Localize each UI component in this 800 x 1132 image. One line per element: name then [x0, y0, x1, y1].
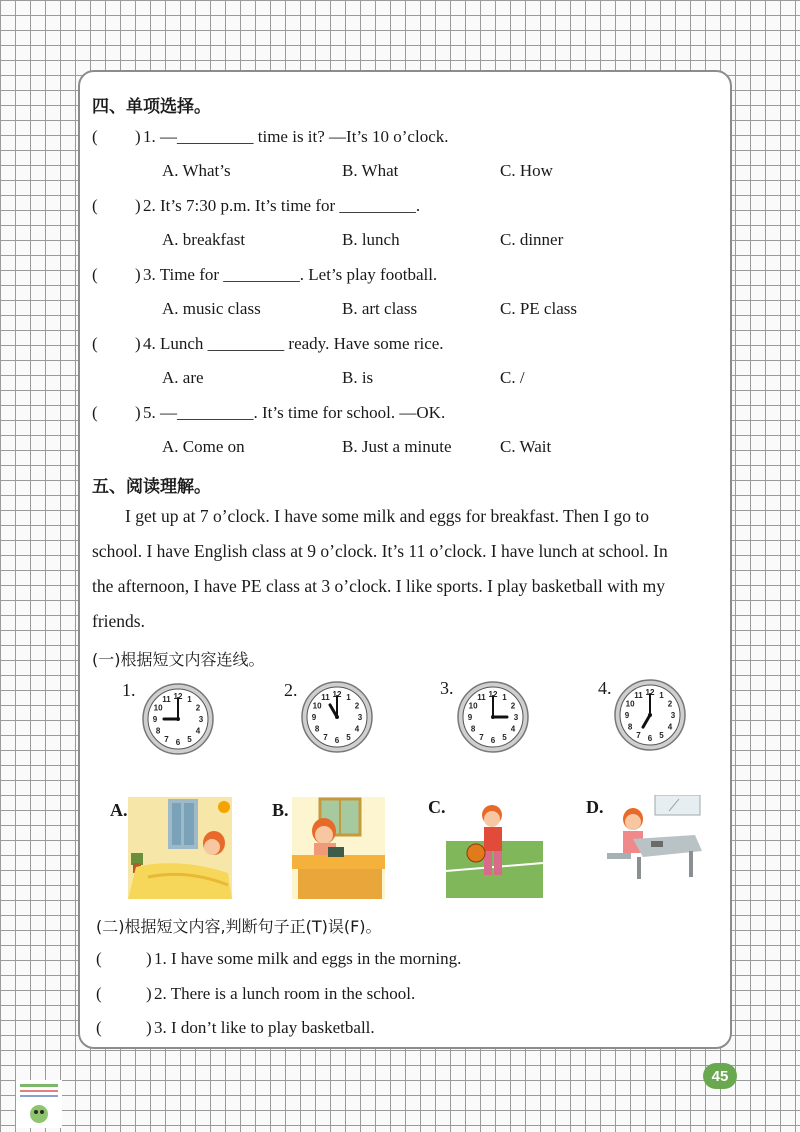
clock-numeral: 9	[624, 711, 630, 720]
question-3-option-c: C. PE class	[500, 299, 577, 318]
clock-numeral: 12	[173, 692, 183, 701]
question-2-option-a: A. breakfast	[162, 230, 246, 249]
question-1-stem: 1. —_________ time is it? —It’s 10 o’clock.	[143, 127, 449, 146]
picture-d-eating	[603, 795, 702, 880]
question-3-stem: 3. Time for _________. Let’s play football.	[143, 265, 438, 284]
answer-paren-open: (	[92, 265, 98, 284]
clock-numeral: 1	[346, 693, 351, 703]
passage-line-1: I get up at 7 o’clock. I have some milk and eggs for breakfast. Then I go to	[125, 506, 650, 526]
clock-1-label: 1.	[122, 680, 136, 700]
answer-paren-open: (	[92, 196, 98, 215]
answer-paren-close: )	[135, 127, 141, 146]
tf-paren-close: )	[146, 949, 152, 968]
clock-4-label: 4.	[598, 678, 612, 698]
picture-b-phone	[292, 797, 385, 899]
tf-statement-1: 1. I have some milk and eggs in the morning.	[154, 949, 462, 968]
answer-paren-close: )	[135, 196, 141, 215]
tf-paren-close: )	[146, 1018, 152, 1037]
clock-numeral: 2	[510, 701, 516, 711]
clock-numeral: 9	[467, 713, 473, 722]
question-5-stem: 5. —_________. It’s time for school. —OK.	[143, 403, 446, 422]
clock-numeral: 2	[667, 699, 673, 709]
clock-3-label: 3.	[440, 678, 454, 698]
clock-numeral: 6	[175, 738, 181, 747]
picture-a-wake-up	[128, 797, 232, 899]
clock-numeral: 1	[187, 695, 192, 705]
clock-numeral: 3	[513, 713, 519, 722]
clock-numeral: 12	[332, 690, 342, 699]
clock-numeral: 4	[510, 724, 516, 734]
clock-numeral: 5	[659, 730, 664, 740]
clock-center	[176, 717, 180, 721]
question-1-option-c: C. How	[500, 161, 553, 180]
question-5-option-a: A. Come on	[162, 437, 245, 456]
clock-numeral: 8	[155, 726, 161, 736]
clock-numeral: 2	[195, 703, 201, 713]
clock-numeral: 4	[195, 726, 201, 736]
question-4-stem: 4. Lunch _________ ready. Have some rice.	[143, 334, 444, 353]
clock-numeral: 10	[153, 703, 163, 713]
clock-numeral: 10	[312, 701, 322, 711]
clock-numeral: 9	[152, 715, 158, 724]
passage-line-3: the afternoon, I have PE class at 3 o’clock. I like sports. I play basketball with my	[92, 576, 665, 596]
clock-numeral: 5	[187, 734, 192, 744]
answer-paren-close: )	[135, 334, 141, 353]
clock-numeral: 11	[321, 693, 330, 703]
question-4-option-a: A. are	[162, 368, 204, 387]
answer-paren-open: (	[92, 403, 98, 422]
question-4-option-c: C. /	[500, 368, 525, 387]
clock-numeral: 11	[162, 695, 171, 705]
question-2-stem: 2. It’s 7:30 p.m. It’s time for _________.	[143, 196, 421, 215]
question-5-option-c: C. Wait	[500, 437, 552, 456]
clock-numeral: 5	[346, 732, 351, 742]
clock-numeral: 8	[470, 724, 476, 734]
part-1-title: (一)根据短文内容连线。	[92, 650, 265, 669]
clock-numeral: 3	[670, 711, 676, 720]
tf-paren-open: (	[96, 984, 102, 1003]
clock-numeral: 6	[647, 734, 653, 743]
clock-numeral: 11	[634, 691, 643, 701]
passage-line-4: friends.	[92, 611, 145, 631]
clock-numeral: 11	[477, 693, 486, 703]
question-3-option-a: A. music class	[162, 299, 261, 318]
clock-4	[613, 678, 687, 752]
clock-center	[648, 713, 652, 717]
question-2-option-b: B. lunch	[342, 230, 400, 249]
tf-paren-close: )	[146, 984, 152, 1003]
answer-paren-close: )	[135, 265, 141, 284]
clock-2	[300, 680, 374, 754]
clock-numeral: 3	[357, 713, 363, 722]
clock-numeral: 1	[502, 693, 507, 703]
tf-paren-open: (	[96, 1018, 102, 1037]
question-4-option-b: B. is	[342, 368, 374, 387]
tf-statement-2: 2. There is a lunch room in the school.	[154, 984, 416, 1003]
answer-paren-open: (	[92, 127, 98, 146]
question-3-option-b: B. art class	[342, 299, 418, 318]
section-4-title: 四、单项选择。	[92, 97, 211, 117]
clock-3	[456, 680, 530, 754]
picture-b-label: B.	[272, 800, 289, 820]
clock-numeral: 6	[490, 736, 496, 745]
question-1-option-a: A. What’s	[162, 161, 231, 180]
clock-numeral: 10	[468, 701, 478, 711]
page-number: 45	[703, 1063, 737, 1089]
clock-2-label: 2.	[284, 680, 298, 700]
section-5-title: 五、阅读理解。	[92, 477, 211, 497]
picture-c-basketball	[446, 801, 543, 898]
question-5-option-b: B. Just a minute	[342, 437, 452, 456]
clock-numeral: 1	[659, 691, 664, 701]
question-2-option-c: C. dinner	[500, 230, 564, 249]
clock-numeral: 8	[627, 722, 633, 732]
passage-line-2: school. I have English class at 9 o’clock. It’s 11 o’clock. I have lunch at school. In	[92, 541, 668, 561]
clock-numeral: 7	[323, 732, 328, 742]
clock-numeral: 7	[479, 732, 484, 742]
clock-numeral: 3	[198, 715, 204, 724]
clock-numeral: 7	[164, 734, 169, 744]
picture-d-label: D.	[586, 797, 604, 817]
clock-numeral: 6	[334, 736, 340, 745]
answer-paren-open: (	[92, 334, 98, 353]
clock-numeral: 4	[354, 724, 360, 734]
picture-c-label: C.	[428, 797, 446, 817]
part-2-title: (二)根据短文内容,判断句子正(T)误(F)。	[96, 917, 382, 936]
clock-center	[491, 715, 495, 719]
picture-a-label: A.	[110, 800, 128, 820]
clock-numeral: 9	[311, 713, 317, 722]
answer-paren-close: )	[135, 403, 141, 422]
tf-paren-open: (	[96, 949, 102, 968]
clock-numeral: 12	[488, 690, 498, 699]
clock-numeral: 7	[636, 730, 641, 740]
clock-numeral: 12	[645, 688, 655, 697]
clock-1	[141, 682, 215, 756]
clock-numeral: 10	[625, 699, 635, 709]
clock-numeral: 5	[502, 732, 507, 742]
tf-statement-3: 3. I don’t like to play basketball.	[154, 1018, 375, 1037]
clock-numeral: 2	[354, 701, 360, 711]
publisher-logo-icon	[16, 1080, 62, 1128]
clock-center	[335, 715, 339, 719]
clock-numeral: 8	[314, 724, 320, 734]
question-1-option-b: B. What	[342, 161, 399, 180]
clock-numeral: 4	[667, 722, 673, 732]
